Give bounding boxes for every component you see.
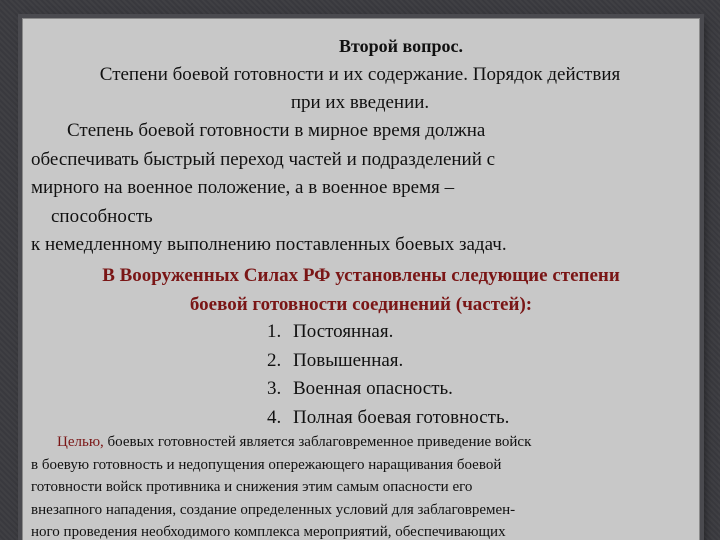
paragraph-line: к немедленному выполнению поставленных боевых задач. <box>31 234 507 255</box>
intro-paragraph <box>23 117 699 260</box>
purpose-first-line <box>31 431 689 454</box>
list-item <box>267 347 509 376</box>
emphasis-statement <box>23 262 699 319</box>
list-number: 1. <box>267 321 282 342</box>
slide-heading: Второй вопрос. <box>339 36 463 56</box>
list-item <box>267 318 509 347</box>
emphasis-line: В Вооруженных Силах РФ установлены следующие степени <box>102 265 620 286</box>
paragraph-line: способность <box>51 205 153 227</box>
list-text: Повышенная. <box>293 349 404 371</box>
slide-subtitle <box>23 61 699 117</box>
subtitle-line: при их введении. <box>290 92 430 113</box>
purpose-line: в боевую готовность и недопущения опережающего наращивания боевой <box>31 456 502 473</box>
list-text: Постоянная. <box>293 321 394 342</box>
paragraph-line: обеспечивать быстрый переход частей и подразделений с <box>31 148 496 170</box>
purpose-line: готовности войск противника и снижения этим самым опасности его <box>31 479 473 495</box>
purpose-keyword: Целью, <box>57 434 104 450</box>
paragraph-line: мирного на военное положение, а в военное время – <box>31 177 455 198</box>
paragraph-line: Степень боевой готовности в мирное время должна <box>67 120 486 141</box>
list-item <box>267 404 509 433</box>
list-item <box>267 375 509 404</box>
list-text: Полная боевая готовность. <box>293 406 510 428</box>
purpose-line: боевых готовностей является заблаговременное приведение войск <box>107 434 532 450</box>
list-text: Военная опасность. <box>293 378 453 399</box>
emphasis-line: боевой готовности соединений (частей): <box>189 293 533 315</box>
readiness-levels-list <box>267 318 509 432</box>
purpose-paragraph <box>23 431 699 540</box>
list-number: 2. <box>267 349 282 371</box>
content-panel <box>22 18 700 540</box>
subtitle-line: Степени боевой готовности и их содержание. Порядок действия <box>99 64 621 85</box>
list-number: 3. <box>267 378 282 399</box>
purpose-line: внезапного нападения, создание определенных условий для заблаговремен- <box>31 501 516 518</box>
list-number: 4. <box>267 406 282 428</box>
purpose-line: ного проведения необходимого комплекса мероприятий, обеспечивающих <box>31 524 506 540</box>
